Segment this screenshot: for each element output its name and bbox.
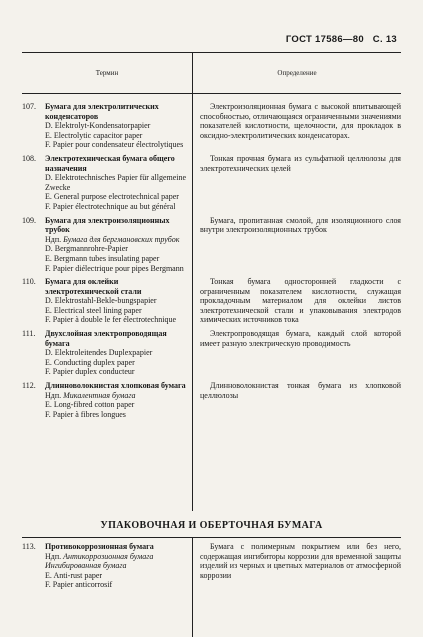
column-divider xyxy=(192,538,193,637)
translation-de: D. Bergmannrohre-Papier xyxy=(45,244,128,254)
entry-number: 112. xyxy=(22,381,36,391)
definition: Электропроводящая бумага, каждый слой которой имеет разную электрическую проводимость xyxy=(200,329,401,348)
definition: Электроизоляционная бумага с высокой впитывающей способностью, отличающаяся ограниченными значениями показателей кислотности, щелочности, для прокладок в оксидно-электролитических конденсаторах. xyxy=(200,102,401,140)
table-row xyxy=(22,381,401,419)
term-title: Бумага для электроизоляционных трубок xyxy=(45,215,170,235)
table-header xyxy=(22,53,401,94)
translation-en: E. Electrical steel lining paper xyxy=(45,305,142,315)
deprecated-synonym-2: Ингибированная бумага xyxy=(45,561,127,571)
definition: Длинноволокнистая тонкая бумага из хлопковой целлюлозы xyxy=(200,381,401,400)
synonym-prefix: Ндп. xyxy=(45,551,62,561)
terms-table-2 xyxy=(22,537,401,590)
translation-en: E. Long-fibred cotton paper xyxy=(45,400,135,410)
translation-fr: F. Papier duplex conducteur xyxy=(45,367,135,377)
page-number: С. 13 xyxy=(372,34,397,45)
section-title: УПАКОВОЧНАЯ И ОБЕРТОЧНАЯ БУМАГА xyxy=(100,520,323,531)
term-title: Двухслойная электропроводящая бумага xyxy=(45,329,167,348)
table-row xyxy=(22,216,401,274)
table-row xyxy=(22,538,401,590)
terms-table xyxy=(22,52,401,419)
entry-number: 108. xyxy=(22,153,36,163)
translation-en: E. Bergmann tubes insulating paper xyxy=(45,253,160,263)
table-row xyxy=(22,277,401,325)
translation-fr: F. Papier à fibres longues xyxy=(45,409,126,419)
translation-en: E. Conducting duplex paper xyxy=(45,357,135,367)
translation-de: D. Elektrotechnisches Papier für allgemeine Zwecke xyxy=(45,173,187,192)
page-header xyxy=(286,34,397,45)
deprecated-synonym: Микалентная бумага xyxy=(63,390,136,400)
entry-number: 109. xyxy=(22,215,36,225)
translation-en: E. Anti-rust paper xyxy=(45,570,103,580)
column-header-definition: Определение xyxy=(277,69,317,77)
translation-de: D. Elektrolyt-Kondensatorpapier xyxy=(45,121,151,131)
translation-fr: F. Papier pour condensateur électrolytiques xyxy=(45,140,184,150)
translation-en: E. General purpose electrotechnical paper xyxy=(45,192,179,202)
entry-number: 110. xyxy=(22,277,36,287)
translation-fr: F. Papier électrotechnique au but général xyxy=(45,201,176,211)
translation-fr: F. Papier diélectrique pour pipes Bergmann xyxy=(45,263,184,273)
definition: Бумага, пропитанная смолой, для изоляционного слоя внутри электроизоляционных трубок xyxy=(200,215,401,235)
entry-number: 113. xyxy=(22,542,36,551)
table-row xyxy=(22,154,401,212)
entry-number: 111. xyxy=(22,329,36,339)
synonym-prefix: Ндп. xyxy=(45,390,62,400)
table-row xyxy=(22,329,401,377)
translation-fr: F. Papier anticorrosif xyxy=(45,580,113,590)
term-title: Электротехническая бумага общего назначения xyxy=(45,153,175,173)
term-title: Длинноволокнистая хлопковая бумага xyxy=(45,381,186,391)
translation-fr: F. Papier à double le fer électrotechnique xyxy=(45,315,177,325)
term-title: Бумага для оклейки электротехнической стали xyxy=(45,277,142,296)
entry-number: 107. xyxy=(22,102,36,111)
synonym-prefix: Ндп. xyxy=(45,234,62,244)
column-header-term: Термин xyxy=(22,53,193,93)
deprecated-synonym: Бумага для бергмановских трубок xyxy=(63,234,180,244)
standard-number: ГОСТ 17586—80 xyxy=(285,34,364,45)
definition: Тонкая прочная бумага из сульфатной целлюлозы для электротехнических целей xyxy=(200,153,401,173)
translation-de: D. Elektroleitendes Duplexpapier xyxy=(45,348,153,358)
translation-en: E. Electrolytic capacitor paper xyxy=(45,130,143,140)
definition: Бумага с полимерным покрытием или без него, содержащая ингибиторы коррозии для временной защиты изделий из черных и цветных материалов от атмосферной коррозии xyxy=(200,542,401,580)
table-row xyxy=(22,102,401,150)
deprecated-synonym: Антикоррозионная бумага xyxy=(63,551,154,561)
term-title: Противокоррозионная бумага xyxy=(45,542,154,551)
term-title: Бумага для электролитических конденсаторов xyxy=(45,102,159,121)
translation-de: D. Elektrostahl-Bekle-bungspapier xyxy=(45,296,157,306)
definition: Тонкая бумага односторонней гладкости с ограниченным показателем кислотности, служащая прокладочным материалом для оклейки листов электротехнической стали и упаковывания электродов химических источников тока xyxy=(200,277,401,325)
entries-list xyxy=(22,94,401,419)
